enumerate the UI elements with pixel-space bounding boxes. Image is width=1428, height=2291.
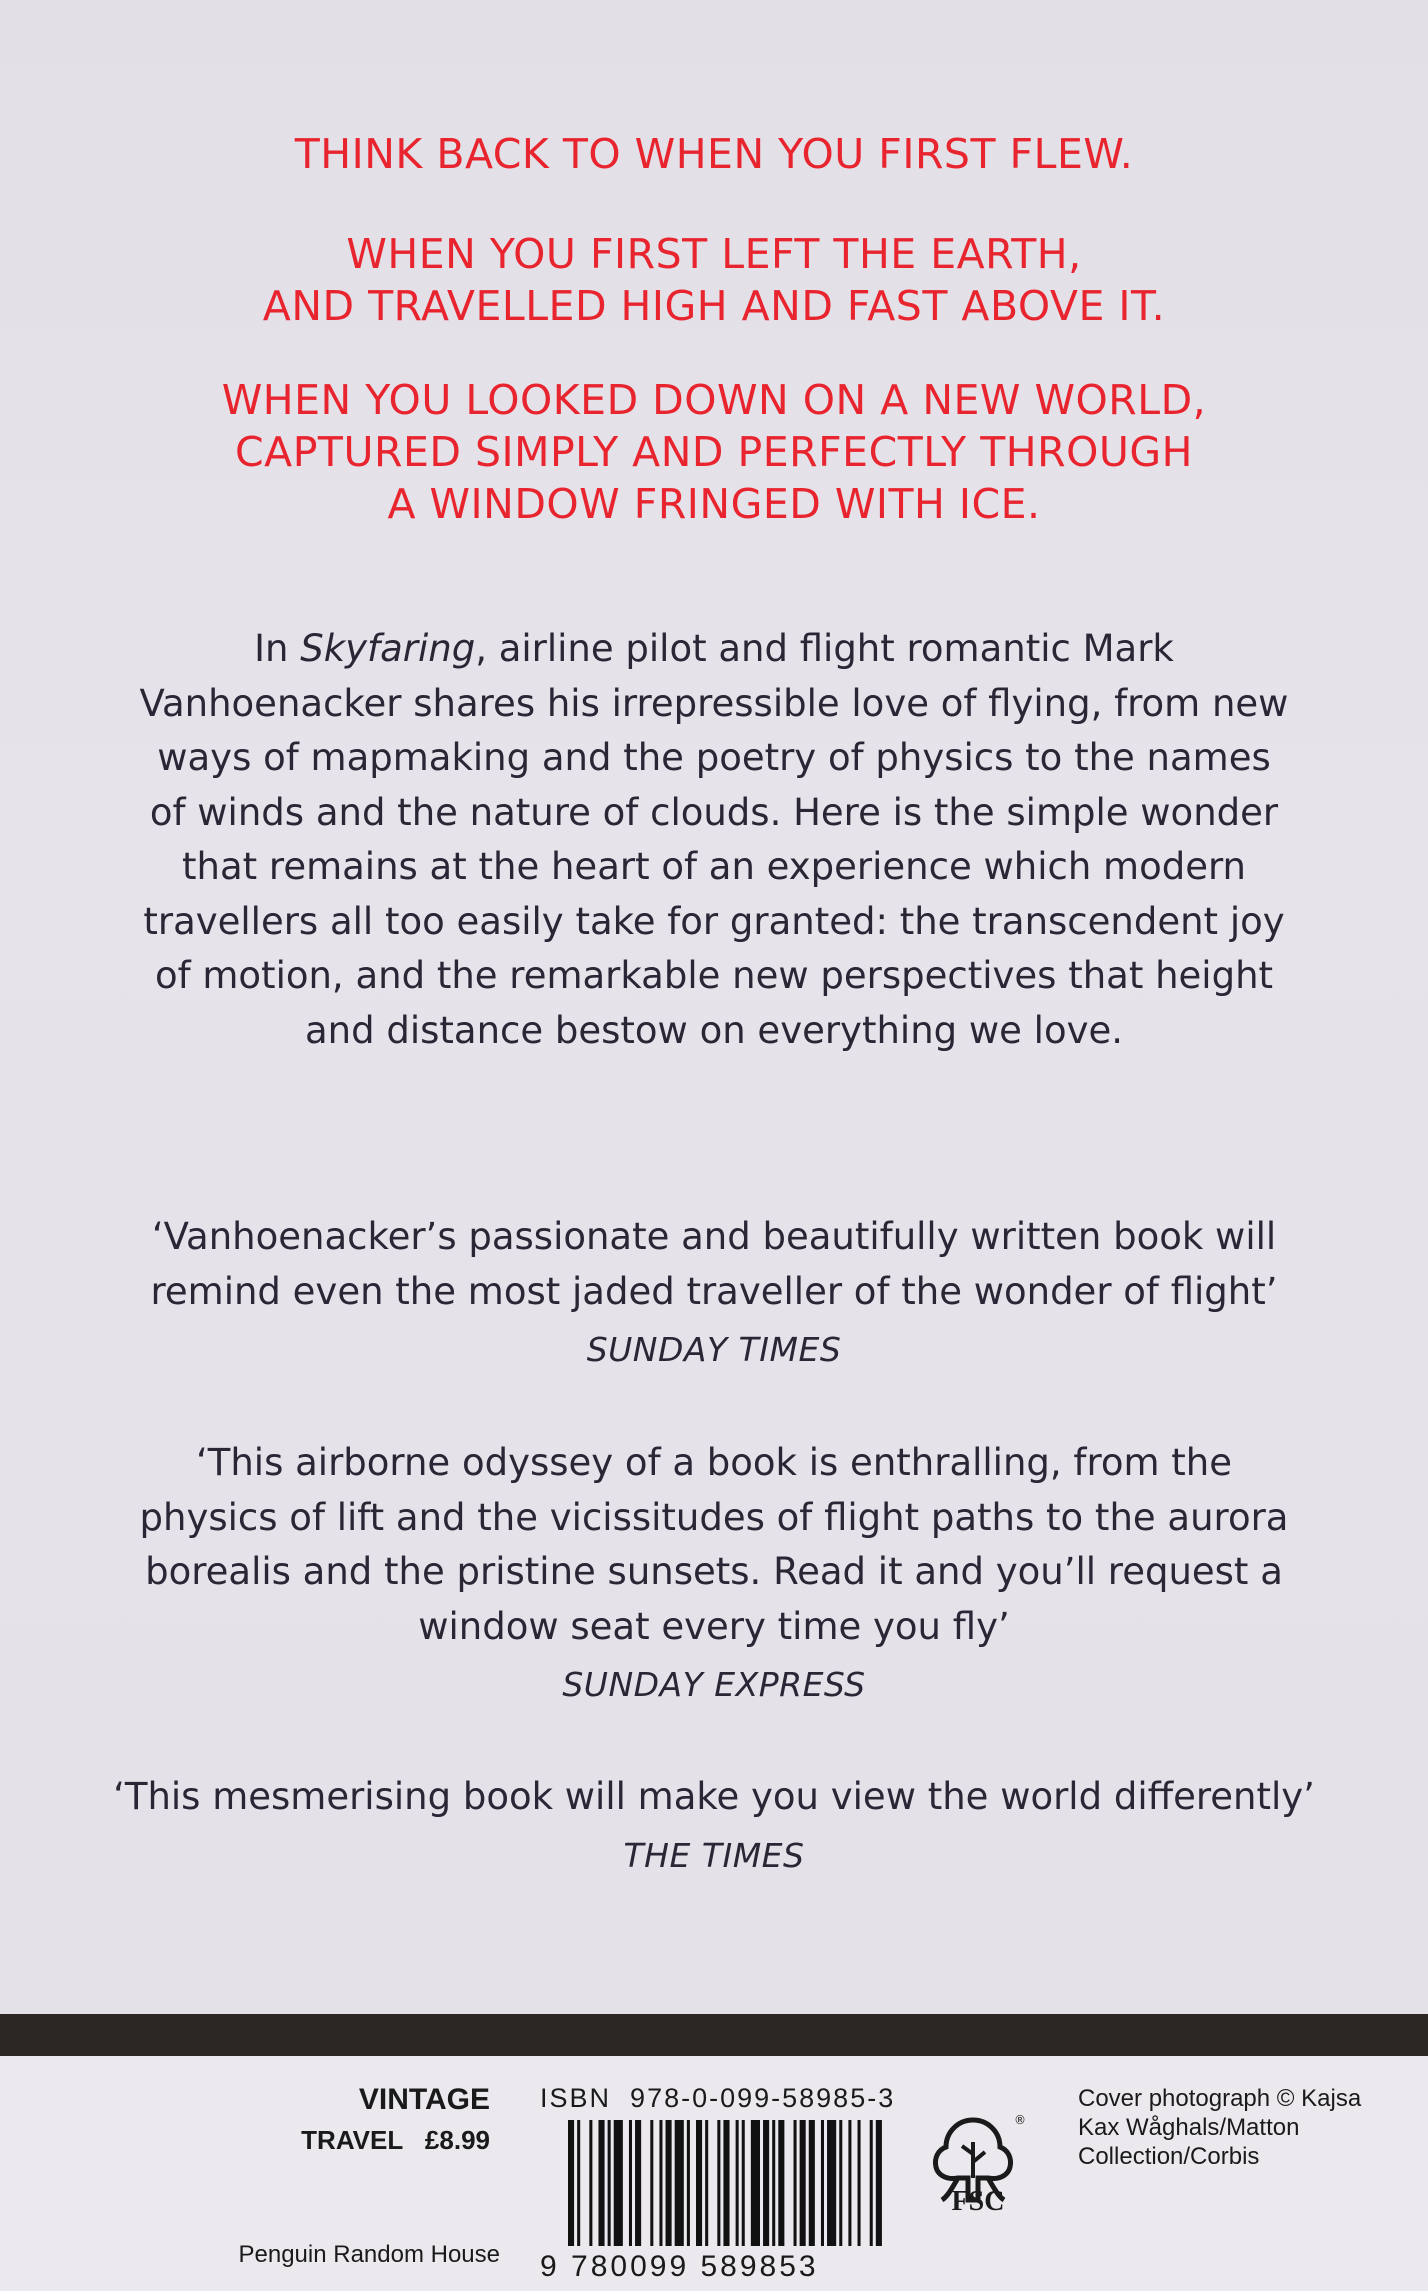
barcode-bar [705, 2120, 708, 2246]
barcode-bar [608, 2120, 611, 2246]
barcode-first-digit: 9 [540, 2250, 560, 2283]
credit-line: Kax Wåghals/Matton [1078, 2114, 1300, 2141]
headline-group-3 [0, 374, 1428, 530]
fsc-label: FSC [951, 2186, 1005, 2217]
barcode-bar [635, 2120, 641, 2246]
barcode-bar [858, 2120, 861, 2246]
barcode-bar [827, 2120, 836, 2246]
headline-line: THINK BACK TO WHEN YOU FIRST FLEW. [294, 130, 1134, 178]
headline-line: CAPTURED SIMPLY AND PERFECTLY THROUGH [235, 428, 1193, 476]
barcode-bar [742, 2120, 745, 2246]
headline-line: A WINDOW FRINGED WITH ICE. [387, 480, 1041, 528]
barcode-bar [717, 2120, 720, 2246]
barcode-bar [675, 2120, 684, 2246]
quote-line: ‘Vanhoenacker’s passionate and beautifully written book will [151, 1215, 1277, 1258]
price-label: £8.99 [424, 2125, 490, 2155]
quote-line: ‘This airborne odyssey of a book is enthralling, from the [195, 1441, 1233, 1484]
publisher-label: Penguin Random House [238, 2241, 500, 2268]
quote-line: physics of lift and the vicissitudes of flight paths to the aurora [139, 1495, 1289, 1539]
book-blurb [110, 622, 1318, 1058]
quote-source: SUNDAY TIMES [586, 1330, 842, 1369]
headline-group-2 [0, 228, 1428, 332]
barcode-bar [598, 2120, 604, 2246]
headline-line: AND TRAVELLED HIGH AND FAST ABOVE IT. [262, 282, 1166, 330]
quote-line: borealis and the pristine sunsets. Read it and you’ll request a [145, 1550, 1283, 1593]
barcode-bar [696, 2120, 702, 2246]
barcode-bar [809, 2120, 815, 2246]
blurb-line: of motion, and the remarkable new perspectives that height [154, 954, 1274, 997]
category-price [200, 2120, 490, 2160]
divider-band [0, 2014, 1428, 2056]
blurb-line-with-title: In Skyfaring, airline pilot and flight romantic Mark [254, 627, 1174, 670]
barcode-bar [778, 2120, 784, 2246]
barcode-bar [794, 2120, 797, 2246]
quote-line: window seat every time you fly’ [418, 1604, 1010, 1648]
barcode-number: 780099 589853 [571, 2250, 819, 2283]
barcode-bar [659, 2120, 662, 2246]
headline-group-1 [0, 128, 1428, 180]
barcode-bar [870, 2120, 873, 2246]
blurb-line: ways of mapmaking and the poetry of physics to the names [157, 736, 1271, 779]
blurb-line: of winds and the nature of clouds. Here is the simple wonder [149, 790, 1279, 834]
barcode-bar [821, 2120, 824, 2246]
isbn-label: ISBN [540, 2083, 612, 2113]
barcode-bar [800, 2120, 806, 2246]
blurb-line: Vanhoenacker shares his irrepressible love of flying, from new [139, 681, 1289, 725]
barcode-bar [629, 2120, 632, 2246]
credit-line: Collection/Corbis [1078, 2143, 1260, 2170]
blurb-line: travellers all too easily take for granted: the transcendent joy [143, 899, 1285, 943]
review-quote-1 [70, 1210, 1358, 1377]
barcode-bar [848, 2120, 851, 2246]
barcode-bar [589, 2120, 592, 2246]
barcode-bar [876, 2120, 882, 2246]
barcode-bar [577, 2120, 580, 2246]
svg-text:®: ® [1014, 2113, 1026, 2127]
quote-source: SUNDAY EXPRESS [562, 1665, 866, 1704]
barcode [568, 2120, 888, 2246]
barcode-bar [763, 2120, 769, 2246]
review-quote-3 [70, 1770, 1358, 1883]
quote-line: ‘This mesmerising book will make you view the world differently’ [113, 1775, 1315, 1818]
barcode-bar [772, 2120, 775, 2246]
quote-source: THE TIMES [623, 1835, 805, 1875]
barcode-bar [614, 2120, 623, 2246]
blurb-line: that remains at the heart of an experience which modern [182, 845, 1246, 888]
headline-line: WHEN YOU FIRST LEFT THE EARTH, [346, 230, 1082, 278]
isbn-number: 978-0-099-58985-3 [630, 2083, 896, 2113]
isbn-text [540, 2082, 895, 2114]
barcode-bar [723, 2120, 729, 2246]
quote-line: remind even the most jaded traveller of the wonder of flight’ [150, 1269, 1278, 1313]
photo-credit [1078, 2084, 1398, 2171]
barcode-digits [540, 2250, 890, 2284]
barcode-bar [751, 2120, 760, 2246]
barcode-bar [568, 2120, 574, 2246]
barcode-bar [839, 2120, 842, 2246]
headline-line: WHEN YOU LOOKED DOWN ON A NEW WORLD, [221, 376, 1207, 424]
imprint-label: VINTAGE [358, 2083, 490, 2116]
credit-line: Cover photograph © Kajsa [1078, 2085, 1362, 2112]
book-title: Skyfaring [300, 627, 476, 670]
barcode-bar [650, 2120, 653, 2246]
category-label: TRAVEL [301, 2125, 404, 2155]
barcode-bar [687, 2120, 690, 2246]
barcode-bar [736, 2120, 739, 2246]
blurb-line: and distance bestow on everything we love. [304, 1008, 1124, 1052]
barcode-bar [666, 2120, 672, 2246]
review-quote-2 [70, 1436, 1358, 1712]
